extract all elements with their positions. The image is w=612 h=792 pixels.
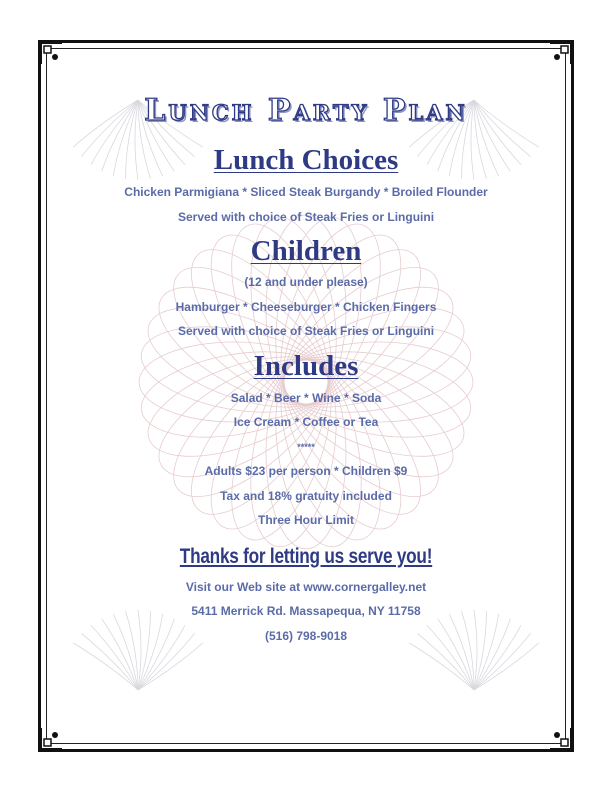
lunch-sides: Served with choice of Steak Fries or Linguini bbox=[177, 209, 435, 224]
corner-ornament-top-right bbox=[549, 39, 575, 65]
address-line: 5411 Merrick Rd. Massapequa, NY 11758 bbox=[191, 604, 421, 618]
website-line: Visit our Web site at www.cornergalley.net bbox=[185, 579, 427, 594]
includes-dessert: Ice Cream * Coffee or Tea bbox=[233, 415, 379, 429]
children-section bbox=[60, 235, 552, 344]
corner-ornament-top-left bbox=[37, 39, 63, 65]
time-limit: Three Hour Limit bbox=[257, 513, 354, 527]
divider-stars: ***** bbox=[297, 441, 315, 452]
corner-ornament-bottom-right bbox=[549, 727, 575, 753]
lunch-choices-heading: Lunch Choices bbox=[213, 144, 399, 176]
contact-footer bbox=[60, 575, 552, 649]
lunch-entrees: Chicken Parmigiana * Sliced Steak Burgandy * Broiled Flounder bbox=[124, 185, 488, 199]
tax-gratuity: Tax and 18% gratuity included bbox=[220, 488, 392, 503]
lunch-choices-section bbox=[60, 144, 552, 229]
children-sides: Served with choice of Steak Fries or Linguini bbox=[177, 324, 435, 338]
pricing: Adults $23 per person * Children $9 bbox=[204, 464, 408, 478]
includes-heading: Includes bbox=[253, 349, 359, 382]
children-age-note: (12 and under please) bbox=[244, 275, 368, 289]
phone-line: (516) 798-9018 bbox=[264, 628, 348, 643]
includes-drinks: Salad * Beer * Wine * Soda bbox=[230, 390, 382, 405]
page-title: Lunch Party Plan bbox=[144, 93, 468, 128]
thanks-message: Thanks for letting us serve you! bbox=[179, 544, 433, 568]
children-entrees: Hamburger * Cheeseburger * Chicken Fingers bbox=[175, 299, 437, 314]
menu-content bbox=[60, 88, 552, 648]
includes-section bbox=[60, 350, 552, 533]
children-heading: Children bbox=[250, 235, 362, 267]
corner-ornament-bottom-left bbox=[37, 727, 63, 753]
